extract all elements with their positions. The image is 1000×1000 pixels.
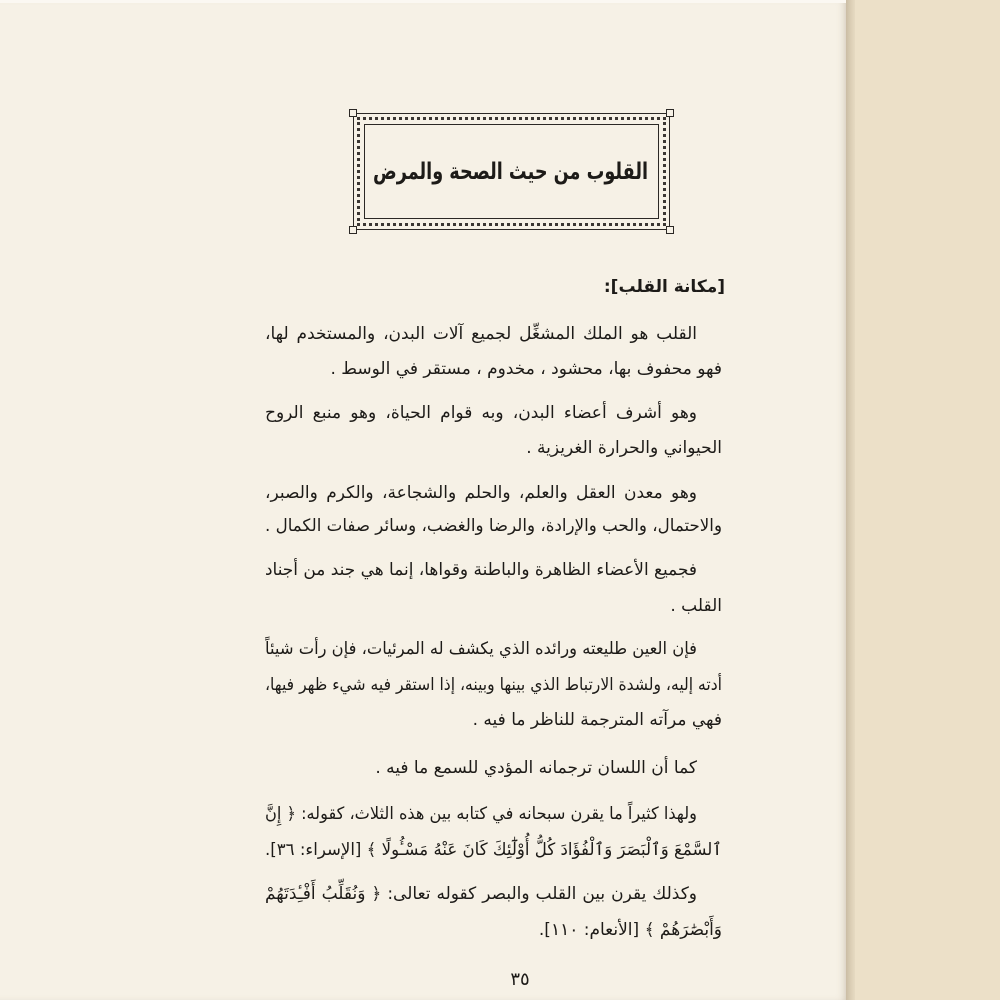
paragraph-line: ولهذا كثيراً ما يقرن سبحانه في كتابه بين هذه الثلاث، كقوله: ﴿ إِنَّ	[264, 804, 697, 824]
paragraph-line: الحيواني والحرارة الغريزية .	[526, 438, 722, 458]
page-binding-edge	[846, 0, 855, 1000]
paragraph-line: فإن العين طليعته ورائده الذي يكشف له المرئيات، فإن رأت شيئاً	[265, 639, 697, 659]
paragraph-line: وهو أشرف أعضاء البدن، وبه قوام الحياة، وهو منبع الروح	[264, 403, 697, 423]
paragraph-line: القلب هو الملك المشغِّل لجميع آلات البدن، والمستخدم لها،	[265, 324, 697, 344]
paragraph-line: أدته إليه، ولشدة الارتباط الذي بينها وبينه، إذا استقر فيه شيء ظهر فيها،	[265, 675, 722, 695]
frame-corner-ornament	[666, 226, 674, 234]
paragraph-line: فهو محفوف بها، محشود ، مخدوم ، مستقر في الوسط .	[330, 359, 722, 379]
paragraph-line: فهي مرآته المترجمة للناظر ما فيه .	[472, 710, 722, 730]
chapter-title: القلوب من حيث الصحة والمرض	[372, 159, 648, 185]
paper-top-edge	[0, 0, 848, 3]
frame-corner-ornament	[349, 109, 357, 117]
frame-corner-ornament	[349, 226, 357, 234]
title-frame	[353, 113, 670, 230]
paragraph-line: والاحتمال، والحب والإرادة، والرضا والغضب، وسائر صفات الكمال .	[264, 516, 722, 536]
paragraph-line: القلب .	[670, 596, 722, 616]
frame-corner-ornament	[666, 109, 674, 117]
page-number: ٣٥	[510, 969, 530, 990]
paragraph-line: كما أن اللسان ترجمانه المؤدي للسمع ما فيه .	[375, 758, 697, 778]
paragraph-line: وكذلك يقرن بين القلب والبصر كقوله تعالى: ﴿ وَنُقَلِّبُ أَفْـِٔدَتَهُمْ	[264, 884, 697, 904]
paragraph-line: وهو معدن العقل والعلم، والحلم والشجاعة، والكرم والصبر،	[265, 483, 697, 503]
paragraph-line: فجميع الأعضاء الظاهرة والباطنة وقواها، إنما هي جند من أجناد	[264, 560, 697, 580]
quran-verse-line: وَأَبْصَٰرَهُمْ ﴾ [الأنعام: ١١٠].	[538, 920, 722, 940]
quran-verse-line: ٱلسَّمْعَ وَٱلْبَصَرَ وَٱلْفُؤَادَ كُلُّ أُوْلَٰٓئِكَ كَانَ عَنْهُ مَسْـُٔولًا ﴾ [الإسراء: ٣٦].	[265, 840, 722, 860]
section-heading: [مكانة القلب]:	[603, 277, 725, 297]
